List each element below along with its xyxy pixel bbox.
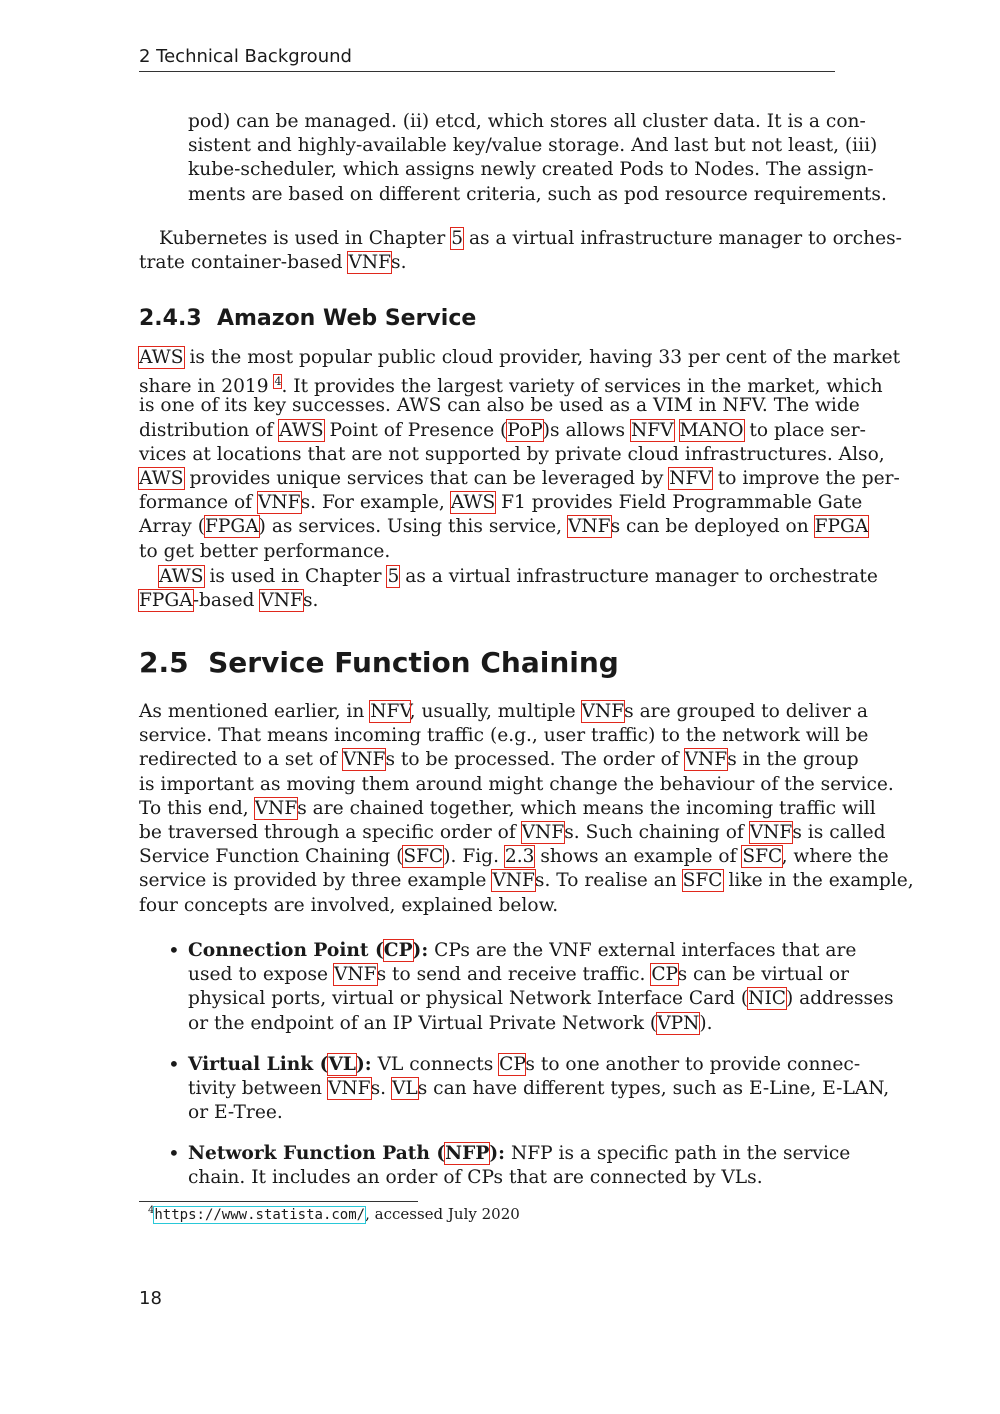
vnf-acronym-link[interactable]: VNF: [521, 822, 565, 843]
fpga-acronym-link[interactable]: FPGA: [139, 590, 193, 612]
footnote-mark-link[interactable]: 4: [274, 375, 282, 389]
text-line: vices at locations that are not supported by private cloud infrastructures. Also,: [139, 443, 885, 465]
vnf-acronym-link[interactable]: VNF: [333, 964, 377, 986]
list-item-connection-point: [188, 939, 894, 1039]
footnote: $^4$https://www.statista.com/, accessed July 2020: [148, 1205, 520, 1223]
text-line: Network Function Path (NFP): NFP is a specific path in the service: [188, 1143, 851, 1164]
bullet-icon: •: [168, 938, 180, 962]
chapter-link[interactable]: 5: [451, 228, 464, 249]
text-line: distribution of AWS Point of Presence (PoP)s allows NFV MANO to place ser-: [139, 419, 866, 441]
text-line: ments are based on different criteria, such as pod resource requirements.: [188, 183, 887, 205]
text-line: sistent and highly-available key/value storage. And last but not least, (iii): [188, 135, 878, 157]
footnote-url-link[interactable]: https://www.statista.com/: [154, 1207, 366, 1223]
header-rule: [139, 71, 835, 72]
vl-acronym-link[interactable]: VL: [391, 1078, 418, 1100]
vnf-acronym-link[interactable]: VNF: [342, 749, 386, 771]
vnf-acronym-link[interactable]: VNF: [749, 822, 793, 843]
aws-acronym-link[interactable]: AWS: [159, 566, 204, 587]
vnf-acronym-link[interactable]: VNF: [260, 590, 303, 612]
sfc-acronym-link[interactable]: SFC: [682, 870, 723, 892]
paragraph-kubernetes-components: [188, 110, 887, 210]
vnf-acronym-link[interactable]: VNF: [492, 870, 535, 892]
vnf-acronym-link[interactable]: VNF: [581, 701, 625, 722]
cp-acronym-link[interactable]: CP: [383, 940, 413, 961]
text-line: share in 2019 $^4$. It provides the largest variety of services in the market, which: [139, 375, 883, 398]
chapter-link[interactable]: 5: [387, 566, 400, 587]
text-line: trate container-based VNFs.: [139, 252, 407, 274]
pop-acronym-link[interactable]: PoP: [507, 419, 543, 441]
text-line: Virtual Link (VL): VL connects CPs to one another to provide connec-: [188, 1054, 861, 1075]
paragraph-kubernetes-usage: [139, 227, 902, 277]
nfp-acronym-link[interactable]: NFP: [445, 1143, 490, 1164]
text-line: Array (FPGA) as services. Using this service, VNFs can be deployed on FPGA: [139, 516, 869, 538]
aws-acronym-link[interactable]: AWS: [450, 492, 496, 514]
text-line: is one of its key successes. AWS can also be used as a VIM in NFV. The wide: [139, 395, 860, 417]
text-line: service. That means incoming traffic (e.g., user traffic) to the network will be: [139, 725, 869, 747]
text-line: AWS is the most popular public cloud provider, having 33 per cent of the market: [139, 347, 901, 368]
vnf-acronym-link[interactable]: VNF: [257, 492, 301, 514]
fpga-acronym-link[interactable]: FPGA: [814, 516, 869, 538]
text-line: four concepts are involved, explained below.: [139, 894, 559, 916]
vnf-acronym-link[interactable]: VNF: [348, 252, 392, 274]
text-line: or the endpoint of an IP Virtual Private Network (VPN).: [188, 1012, 713, 1034]
text-line: is important as moving them around might change the behaviour of the service.: [139, 773, 894, 795]
section-title: Service Function Chaining: [208, 646, 619, 679]
text-line: kube-scheduler, which assigns newly created Pods to Nodes. The assign-: [188, 159, 874, 181]
cp-acronym-link[interactable]: CP: [651, 964, 678, 986]
text-line: Connection Point (CP): CPs are the VNF external interfaces that are: [188, 940, 857, 961]
paragraph-aws-usage: [139, 565, 878, 615]
text-line: redirected to a set of VNFs to be processed. The order of VNFs in the group: [139, 749, 859, 771]
text-line: formance of VNFs. For example, AWS F1 provides Field Programmable Gate: [139, 492, 863, 514]
text-line: physical ports, virtual or physical Network Interface Card (NIC) addresses: [188, 988, 894, 1010]
nfv-acronym-link[interactable]: NFV: [370, 701, 410, 722]
paragraph-sfc: [139, 700, 914, 920]
footnote-rule: [139, 1201, 418, 1202]
text-line: chain. It includes an order of CPs that are connected by VLs.: [188, 1167, 763, 1189]
text-line: Service Function Chaining (SFC). Fig. 2.3 shows an example of SFC, where the: [139, 846, 889, 868]
text-line: tivity between VNFs. VLs can have different types, such as E-Line, E-LAN,: [188, 1078, 890, 1100]
page-number: 18: [139, 1288, 162, 1309]
text-line: be traversed through a specific order of VNFs. Such chaining of VNFs is called: [139, 822, 886, 843]
aws-acronym-link[interactable]: AWS: [139, 468, 184, 489]
bullet-icon: •: [168, 1052, 180, 1076]
nfv-acronym-link[interactable]: NFV: [630, 419, 674, 441]
subsection-heading: [139, 306, 476, 331]
vnf-acronym-link[interactable]: VNF: [567, 516, 611, 538]
text-line: pod) can be managed. (ii) etcd, which stores all cluster data. It is a con-: [188, 111, 866, 132]
vpn-acronym-link[interactable]: VPN: [657, 1012, 700, 1034]
fpga-acronym-link[interactable]: FPGA: [204, 516, 259, 538]
cp-acronym-link[interactable]: CP: [499, 1054, 526, 1075]
figure-link[interactable]: 2.3: [504, 846, 535, 868]
vl-acronym-link[interactable]: VL: [328, 1054, 356, 1075]
vnf-acronym-link[interactable]: VNF: [684, 749, 728, 771]
text-line: FPGA-based VNFs.: [139, 590, 319, 612]
text-line: or E-Tree.: [188, 1102, 283, 1124]
text-line: As mentioned earlier, in NFV, usually, multiple VNFs are grouped to deliver a: [139, 701, 868, 722]
text-line: Kubernetes is used in Chapter 5 as a virtual infrastructure manager to orches-: [159, 228, 902, 249]
text-line: to get better performance.: [139, 540, 391, 562]
mano-acronym-link[interactable]: MANO: [679, 419, 744, 441]
vnf-acronym-link[interactable]: VNF: [254, 797, 298, 819]
section-number: 2.5: [139, 646, 189, 679]
section-heading: [139, 646, 619, 679]
text-line: service is provided by three example VNFs. To realise an SFC like in the example,: [139, 870, 914, 892]
text-line: AWS is used in Chapter 5 as a virtual infrastructure manager to orchestrate: [159, 566, 878, 587]
subsection-number: 2.4.3: [139, 306, 202, 331]
text-line: used to expose VNFs to send and receive traffic. CPs can be virtual or: [188, 964, 850, 986]
footnote-mark: 4: [148, 1205, 155, 1216]
aws-acronym-link[interactable]: AWS: [139, 347, 184, 368]
nic-acronym-link[interactable]: NIC: [748, 988, 787, 1010]
nfv-acronym-link[interactable]: NFV: [669, 468, 712, 489]
running-header: 2 Technical Background: [139, 46, 352, 67]
text-line: To this end, VNFs are chained together, which means the incoming traffic will: [139, 797, 876, 819]
sfc-acronym-link[interactable]: SFC: [742, 846, 782, 868]
paragraph-aws: [139, 346, 901, 566]
list-item-virtual-link: [188, 1053, 890, 1128]
sfc-acronym-link[interactable]: SFC: [403, 846, 444, 868]
bullet-icon: •: [168, 1141, 180, 1165]
subsection-title: Amazon Web Service: [216, 306, 477, 331]
list-item-network-function-path: [188, 1142, 851, 1192]
vnf-acronym-link[interactable]: VNF: [327, 1078, 371, 1100]
text-line: AWS provides unique services that can be leveraged by NFV to improve the per-: [139, 468, 900, 489]
aws-acronym-link[interactable]: AWS: [279, 419, 324, 441]
